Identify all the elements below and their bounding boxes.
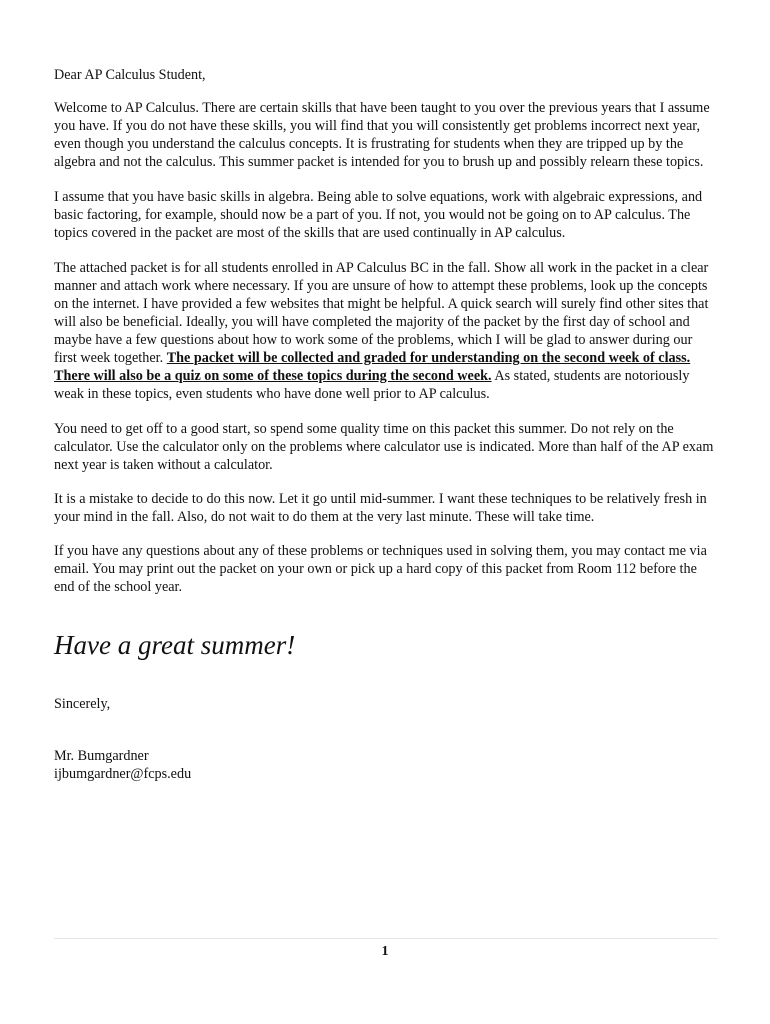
paragraph-algebra-skills: I assume that you have basic skills in algebra. Being able to solve equations, work with algebraic expressions, and basic factoring, for example, should now be a part of you. If not, you would not be going on to AP calculus. The topics covered in the packet are most of the skills that are used continually in AP calculus.: [54, 189, 703, 241]
packet-instructions-text: The attached packet is for all students enrolled in AP Calculus BC in the fall. Show all work in the packet in a clear manner and attach work where necessary. If you are unsure of how to attempt these problems, look up the concepts on the internet. I have provided a few websites that might be helpful. A quick search will surely find other sites that will also be beneficial. Ideally, you will have completed the majority of the packet by the first day of school and maybe have a few questions about how to work some of the problems, which I will be glad to answer during our first week together.: [54, 260, 709, 366]
letter-body: [54, 66, 718, 783]
paragraph-timing: It is a mistake to decide to do this now. Let it go until mid-summer. I want these techniques to be relatively fresh in your mind in the fall. Also, do not wait to do them at the very last minute. These will take time.: [54, 491, 707, 525]
paragraph-packet-instructions: [54, 259, 718, 403]
signature-block: [54, 747, 718, 783]
signature-name: Mr. Bumgardner: [54, 748, 149, 764]
paragraph-welcome: Welcome to AP Calculus. There are certain skills that have been taught to you over the previous years that I assume you have. If you do not have these skills, you will find that you will consistently get problems incorrect next year, even though you understand the calculus concepts. It is frustrating for students when they are tripped up by the algebra and not the calculus. This summer packet is intended for you to brush up and possibly relearn these topics.: [54, 100, 710, 170]
paragraph-contact: If you have any questions about any of these problems or techniques used in solving them, you may contact me via email. You may print out the packet on your own or pick up a hard copy of this packet from Room 112 before the end of the school year.: [54, 543, 707, 595]
signature-email: ijbumgardner@fcps.edu: [54, 766, 192, 782]
sign-off: Sincerely,: [54, 696, 111, 712]
grading-notice: The packet will be collected and graded for understanding on the second week of class. There will also be a quiz on some of these topics during the second week.: [54, 350, 691, 384]
closing-greeting: Have a great summer!: [54, 630, 296, 660]
packet-instructions-closing: As stated, students are notoriously weak in these topics, even students who have done well prior to AP calculus.: [54, 368, 690, 402]
salutation: Dear AP Calculus Student,: [54, 67, 206, 83]
paragraph-calculator: You need to get off to a good start, so spend some quality time on this packet this summer. Do not rely on the calculator. Use the calculator only on the problems where calculator use is indicated. More than half of the AP exam next year is taken without a calculator.: [54, 421, 714, 473]
page-number: 1: [381, 944, 389, 959]
footer-divider: [54, 938, 718, 939]
